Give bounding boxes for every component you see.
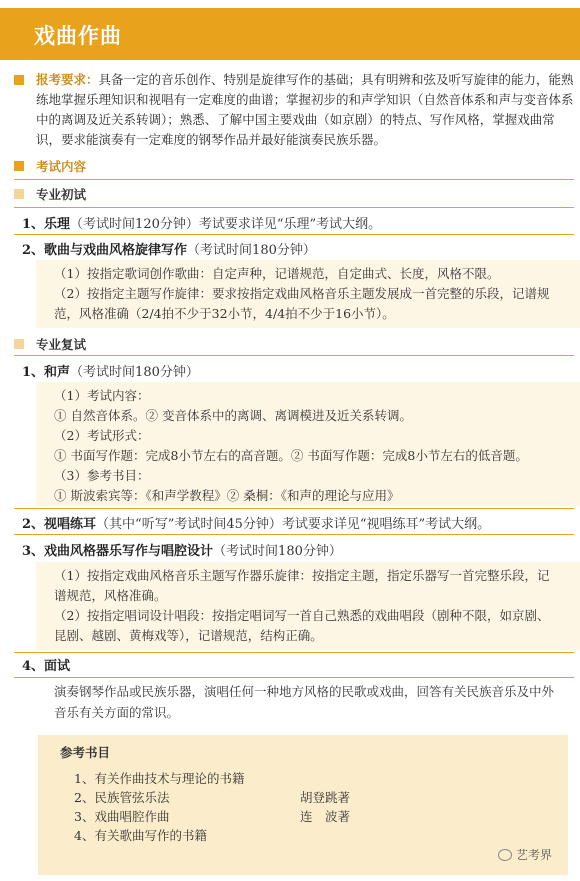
prelim-item-theory [22,213,381,232]
retest-label: 专业复试 [36,337,87,352]
references-box [38,735,568,875]
divider [14,355,574,356]
item-note: （其中“听写”考试时间45分钟）考试要求详见“视唱练耳”考试大纲。 [96,517,491,532]
detail-line: 谱规范，风格准确。 [54,588,167,603]
page-header [0,8,580,60]
prelim-heading [14,183,574,207]
watermark-text: 艺考界 [516,848,553,862]
square-bullet-icon [14,189,24,199]
retest-harmony-details [36,382,580,506]
detail-line: ① 斯波索宾等：《和声学教程》② 桑桐：《和声的理论与应用》 [54,488,400,503]
retest-item-harmony [22,361,199,380]
requirements-text-block [14,70,574,150]
detail-line: （2）按指定主题写作旋律：要求按指定戏曲风格音乐主题发展成一首完整的乐段，记谱规 [54,286,550,301]
reference-title: 1、有关作曲技术与理论的书籍 [74,771,245,786]
detail-line: （1）按指定歌词创作歌曲：自定声种，记谱规范，自定曲式、长度，风格不限。 [54,266,500,281]
detail-line: （1）考试内容： [54,388,150,403]
divider [14,677,574,678]
item-note: （考试时间180分钟） [213,544,342,559]
exam-content-heading [14,155,574,179]
divider [14,234,574,235]
watermark [498,846,552,863]
divider [14,652,574,653]
interview-text [54,681,564,723]
divider [14,534,574,535]
detail-line: （1）按指定戏曲风格音乐主题写作器乐旋律：按指定主题，指定乐器写一首完整乐段，记 [54,568,550,583]
detail-line: ① 书面写作题：完成8小节左右的高音题。② 书面写作题：完成8小节左右的低音题。 [54,448,528,463]
reference-title: 3、戏曲唱腔作曲 [74,809,170,824]
item-note: （考试时间180分钟） [187,243,316,258]
reference-author: 连 波著 [300,809,351,824]
item-title: 1、和声 [22,365,71,380]
detail-line: ① 自然音体系。② 变音体系中的离调、离调模进及近关系转调。 [54,408,412,423]
reference-author: 胡登跳著 [300,790,351,805]
item-title: 2、视唱练耳 [22,517,97,532]
reference-row [60,769,546,788]
references-title: 参考书目 [60,745,111,760]
prelim-item-melody [22,239,316,258]
square-bullet-icon [14,161,24,171]
page-title: 戏曲作曲 [34,23,122,48]
reference-row [60,788,546,807]
exam-content-label: 考试内容 [36,159,87,174]
detail-line: 演奏钢琴作品或民族乐器，演唱任何一种地方风格的民歌或戏曲，回答有关民族音乐及中外 [54,684,555,699]
requirements-label: 报考要求： [36,72,99,87]
detail-line: （2）按指定唱词设计唱段：按指定唱词写一首自己熟悉的戏曲唱段（剧种不限，如京剧、 [54,608,550,623]
divider [14,207,574,208]
retest-instrumental-details [36,562,580,650]
detail-line: 范，风格准确（2/4拍不少于32小节，4/4拍不少于16小节）。 [54,306,395,321]
detail-line: （2）考试形式： [54,428,150,443]
wechat-icon [498,849,512,861]
prelim-label: 专业初试 [36,187,87,202]
retest-item-interview [22,655,70,674]
item-title: 4、面试 [22,659,71,674]
reference-title: 4、有关歌曲写作的书籍 [74,828,207,843]
item-title: 3、戏曲风格器乐写作与唱腔设计 [22,544,214,559]
detail-line: （3）参考书目： [54,468,150,483]
item-title: 2、歌曲与戏曲风格旋律写作 [22,243,188,258]
square-bullet-icon [14,339,24,349]
requirements-text: 具备一定的音乐创作、特别是旋律写作的基础；具有明辨和弦及听写旋律的能力，能熟练地掌握乐理知识和视唱有一定难度的曲谱；掌握初步的和声学知识（自然音体系和声与变音体系中的离调及近关系转调）；熟悉、了解中国主要戏曲（如京剧）的特点、写作风格，掌握戏曲常识，要求能演奏有一定难度的钢琴作品并最好能演奏民族乐器。 [36,72,574,147]
prelim-melody-details [36,260,580,328]
square-bullet-icon [14,75,24,85]
detail-line: 昆剧、越剧、黄梅戏等），记谱规范，结构正确。 [54,628,323,643]
reference-title: 2、民族管弦乐法 [74,790,170,805]
retest-item-instrumental [22,540,342,559]
reference-row [60,807,546,826]
retest-heading [14,333,574,357]
divider [14,508,574,509]
divider [14,179,574,180]
detail-line: 音乐有关方面的常识。 [54,705,180,720]
requirements-section [14,70,574,150]
reference-row [60,826,546,845]
retest-item-solfege [22,513,490,532]
item-note: （考试时间120分钟）考试要求详见“乐理”考试大纲。 [70,217,382,232]
item-note: （考试时间180分钟） [70,365,199,380]
item-title: 1、乐理 [22,217,71,232]
